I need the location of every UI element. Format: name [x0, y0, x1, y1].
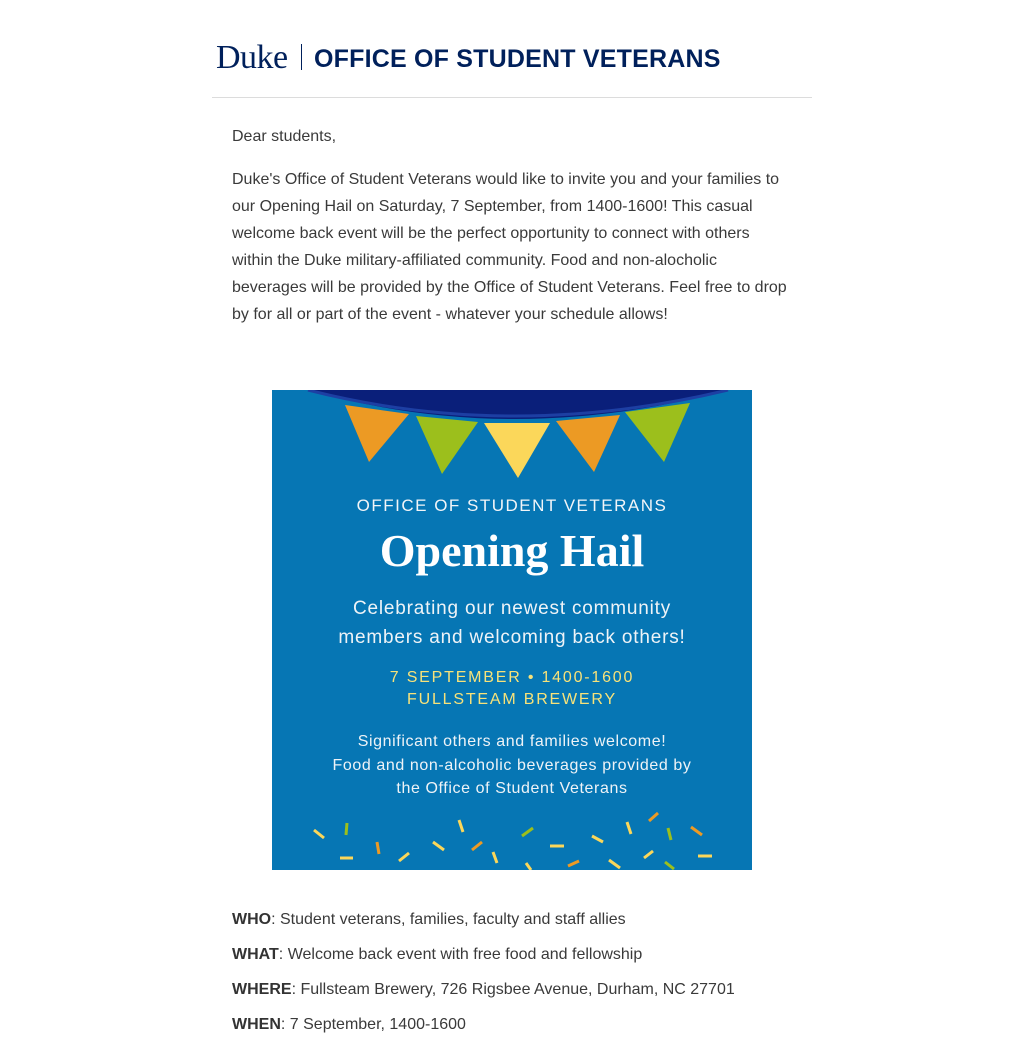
invitation-paragraph: Duke's Office of Student Veterans would like to invite you and your families to our Opening Hail on Saturday, 7 September, from 1400-1600! This casual welcome back event will be the perfect opportunity to connect with others within the Duke military-affiliated community. Food and non-alocholic beverages will be provided by the Office of Student Veterans. Feel free to drop by for all or part of the event - whatever your schedule allows! [232, 171, 787, 323]
detail-what [232, 937, 812, 972]
flyer-org-name: OFFICE OF STUDENT VETERANS [356, 496, 668, 515]
detail-label: WHAT [232, 946, 279, 963]
logo-divider [301, 44, 302, 70]
letter-body [232, 123, 792, 328]
detail-value: : Welcome back event with free food and fellowship [278, 946, 643, 963]
flyer-note-line: Food and non-alcoholic beverages provided by [332, 756, 692, 774]
office-title: OFFICE OF STUDENT VETERANS [314, 45, 721, 73]
detail-label: WHO [232, 911, 272, 928]
detail-label: WHEN [232, 1016, 281, 1033]
pennant-yellow [484, 423, 550, 478]
pennant-green [625, 403, 690, 462]
flyer-date: 7 SEPTEMBER • 1400-1600 [389, 669, 635, 686]
pennant-orange [556, 415, 620, 472]
detail-who [232, 902, 812, 937]
event-details [232, 902, 812, 1042]
duke-logo[interactable]: Duke [216, 39, 288, 76]
event-flyer-image [272, 390, 752, 870]
pennant-green [416, 416, 478, 474]
flyer-note-line: the Office of Student Veterans [396, 780, 628, 797]
greeting: Dear students, [232, 128, 337, 145]
detail-value: : 7 September, 1400-1600 [280, 1016, 466, 1033]
email-header [212, 30, 812, 98]
detail-label: WHERE [232, 981, 292, 998]
flyer-tagline [272, 594, 752, 652]
detail-where [232, 972, 812, 1007]
flyer-note [272, 730, 752, 801]
detail-value: : Fullsteam Brewery, 726 Rigsbee Avenue, Durham, NC 27701 [291, 981, 735, 998]
pennant-orange [345, 405, 409, 462]
flyer-tagline-line: members and welcoming back others! [338, 627, 686, 648]
flyer-title: Opening Hail [379, 525, 645, 576]
flyer-date-venue [272, 667, 752, 711]
detail-value: : Student veterans, families, faculty and staff allies [271, 911, 626, 928]
detail-when [232, 1007, 812, 1042]
confetti [314, 813, 712, 870]
flyer-venue: FULLSTEAM BREWERY [407, 691, 617, 708]
flyer-note-line: Significant others and families welcome! [357, 733, 667, 750]
flyer-tagline-line: Celebrating our newest community [352, 598, 672, 619]
